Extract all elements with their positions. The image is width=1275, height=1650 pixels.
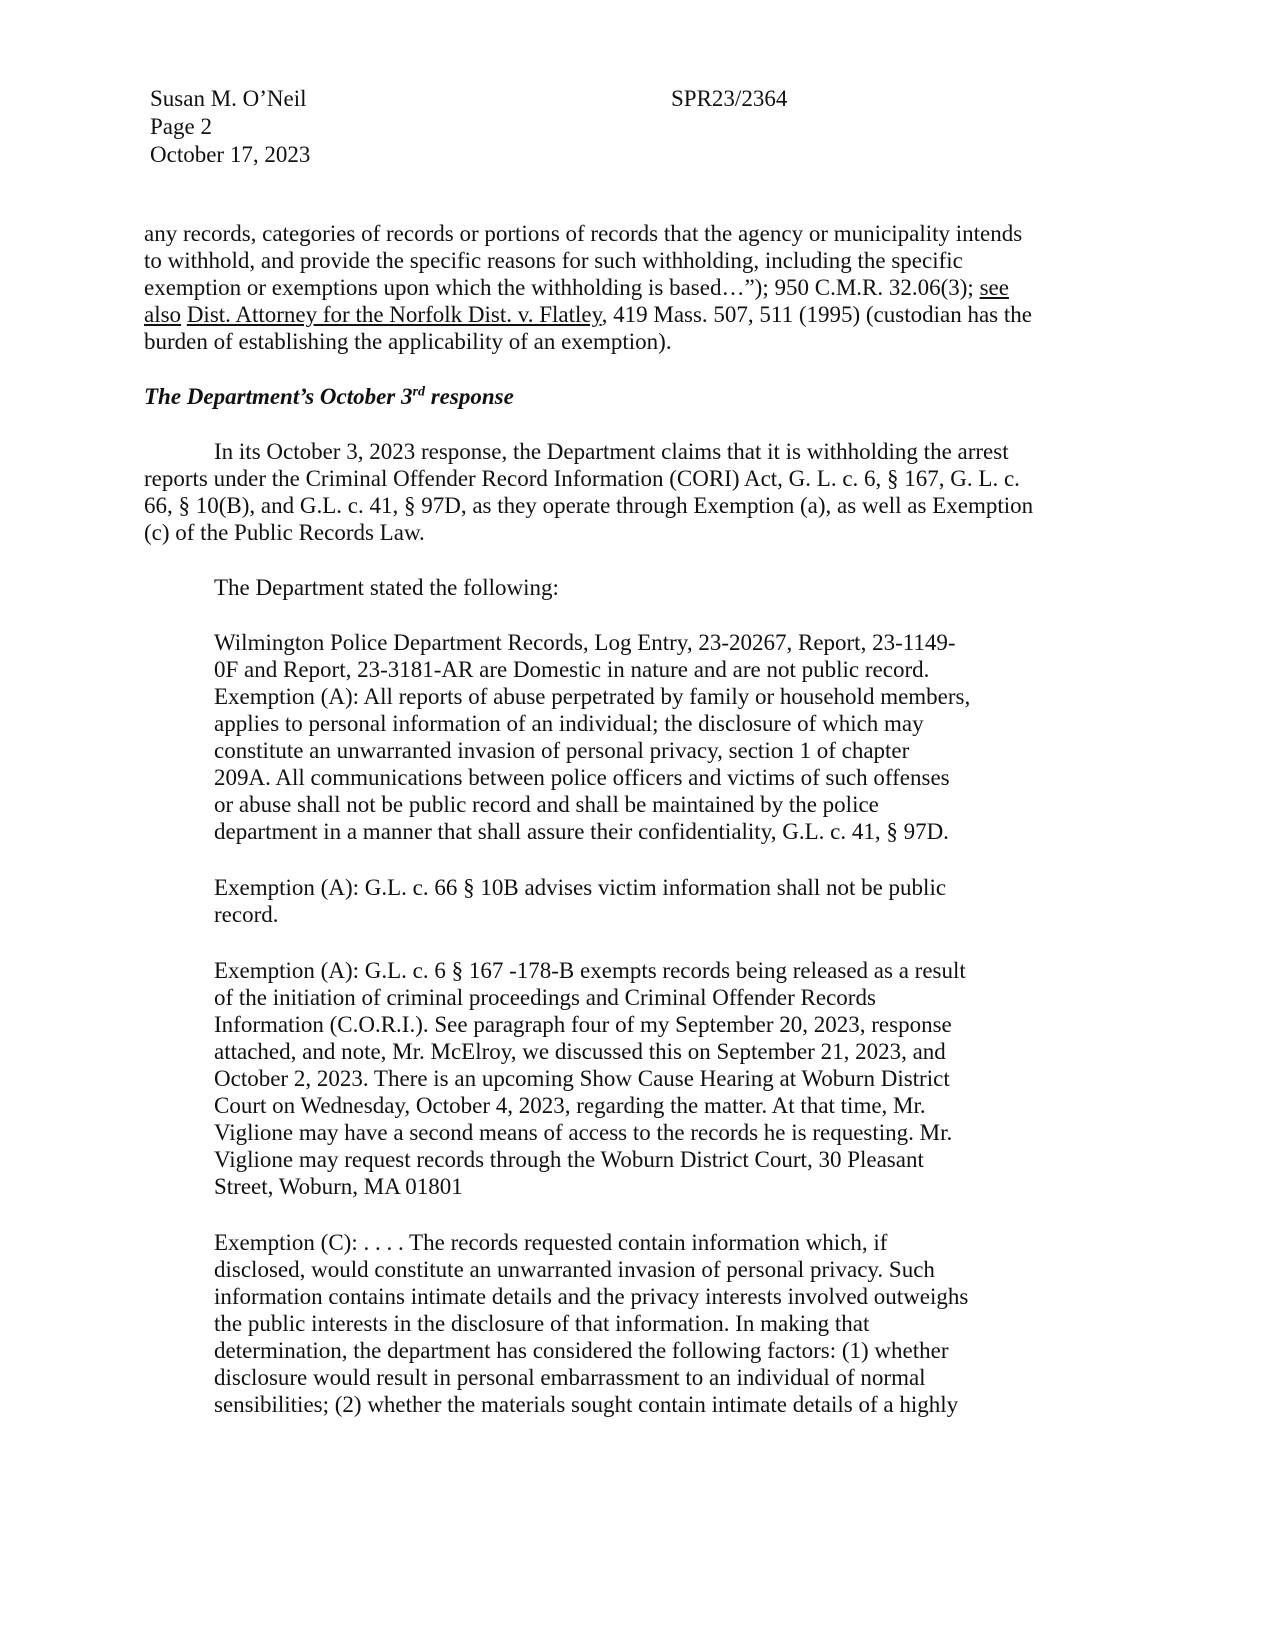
quote-line: Exemption (C): . . . . The records requested contain information which, if — [214, 1230, 888, 1255]
page-number: Page 2 — [150, 114, 212, 139]
quote-line: Information (C.O.R.I.). See paragraph four of my September 20, 2023, response — [214, 1012, 952, 1037]
quote-line: October 2, 2023. There is an upcoming Show Cause Hearing at Woburn District — [214, 1066, 950, 1091]
quote-line: or abuse shall not be public record and shall be maintained by the police — [214, 792, 879, 817]
quote-line: Exemption (A): All reports of abuse perpetrated by family or household members, — [214, 684, 971, 709]
recipient-name: Susan M. O’Neil — [150, 86, 307, 111]
citation-text: exemption or exemptions upon which the withholding is based…”); 950 C.M.R. 32.06(3); — [144, 275, 980, 300]
paragraph-line: In its October 3, 2023 response, the Department claims that it is withholding the arrest — [214, 439, 1009, 464]
quote-line: Viglione may request records through the Woburn District Court, 30 Pleasant — [214, 1147, 924, 1172]
letter-header — [150, 85, 550, 169]
quote-line: applies to personal information of an individual; the disclosure of which may — [214, 711, 924, 736]
quote-line: 0F and Report, 23-3181-AR are Domestic in nature and are not public record. — [214, 657, 930, 682]
quote-line: Court on Wednesday, October 4, 2023, regarding the matter. At that time, Mr. — [214, 1093, 926, 1118]
signal-also: also — [144, 302, 182, 327]
citation-rest: , 419 Mass. 507, 511 (1995) (custodian has the — [601, 302, 1032, 327]
paragraph-line: reports under the Criminal Offender Record Information (CORI) Act, G. L. c. 6, § 167, G. L. c. — [144, 466, 1020, 491]
quote-line: Street, Woburn, MA 01801 — [214, 1174, 463, 1199]
letter-date: October 17, 2023 — [150, 142, 311, 167]
quote-line: the public interests in the disclosure of that information. In making that — [214, 1311, 870, 1336]
quote-line: Viglione may have a second means of access to the records he is requesting. Mr. — [214, 1120, 953, 1145]
quote-line: 209A. All communications between police officers and victims of such offenses — [214, 765, 950, 790]
quote-line: Wilmington Police Department Records, Log Entry, 23-20267, Report, 23-1149- — [214, 630, 956, 655]
reference-number: SPR23/2364 — [671, 86, 788, 111]
paragraph-line — [144, 274, 1009, 302]
quote-line: sensibilities; (2) whether the materials sought contain intimate details of a highly — [214, 1392, 959, 1417]
quote-line: attached, and note, Mr. McElroy, we discussed this on September 21, 2023, and — [214, 1039, 946, 1064]
paragraph-line: 66, § 10(B), and G.L. c. 41, § 97D, as they operate through Exemption (a), as well as Exemption — [144, 493, 1034, 518]
paragraph-line: (c) of the Public Records Law. — [144, 520, 425, 545]
paragraph-line: to withhold, and provide the specific reasons for such withholding, including the specific — [144, 248, 963, 273]
quote-line: department in a manner that shall assure their confidentiality, G.L. c. 41, § 97D. — [214, 819, 949, 844]
paragraph-line: any records, categories of records or portions of records that the agency or municipality intends — [144, 221, 1023, 246]
quote-line: record. — [214, 902, 279, 927]
quote-line: disclosed, would constitute an unwarranted invasion of personal privacy. Such — [214, 1257, 935, 1282]
quote-line: constitute an unwarranted invasion of personal privacy, section 1 of chapter — [214, 738, 910, 763]
signal-see: see — [979, 275, 1009, 300]
paragraph-line — [144, 301, 1032, 329]
quote-line: determination, the department has considered the following factors: (1) whether — [214, 1338, 949, 1363]
quote-line: disclosure would result in personal embarrassment to an individual of normal — [214, 1365, 926, 1390]
quote-line: of the initiation of criminal proceedings and Criminal Offender Records — [214, 985, 876, 1010]
quote-intro: The Department stated the following: — [214, 575, 559, 600]
paragraph-line: burden of establishing the applicability of an exemption). — [144, 329, 672, 354]
quote-line: Exemption (A): G.L. c. 66 § 10B advises victim information shall not be public — [214, 875, 947, 900]
quote-line: information contains intimate details and the privacy interests involved outweighs — [214, 1284, 969, 1309]
section-heading: The Department’s October 3rd response — [144, 384, 514, 409]
case-name: Dist. Attorney for the Norfolk Dist. v. Flatley — [186, 302, 602, 327]
quote-line: Exemption (A): G.L. c. 6 § 167 -178-B exempts records being released as a result — [214, 958, 966, 983]
